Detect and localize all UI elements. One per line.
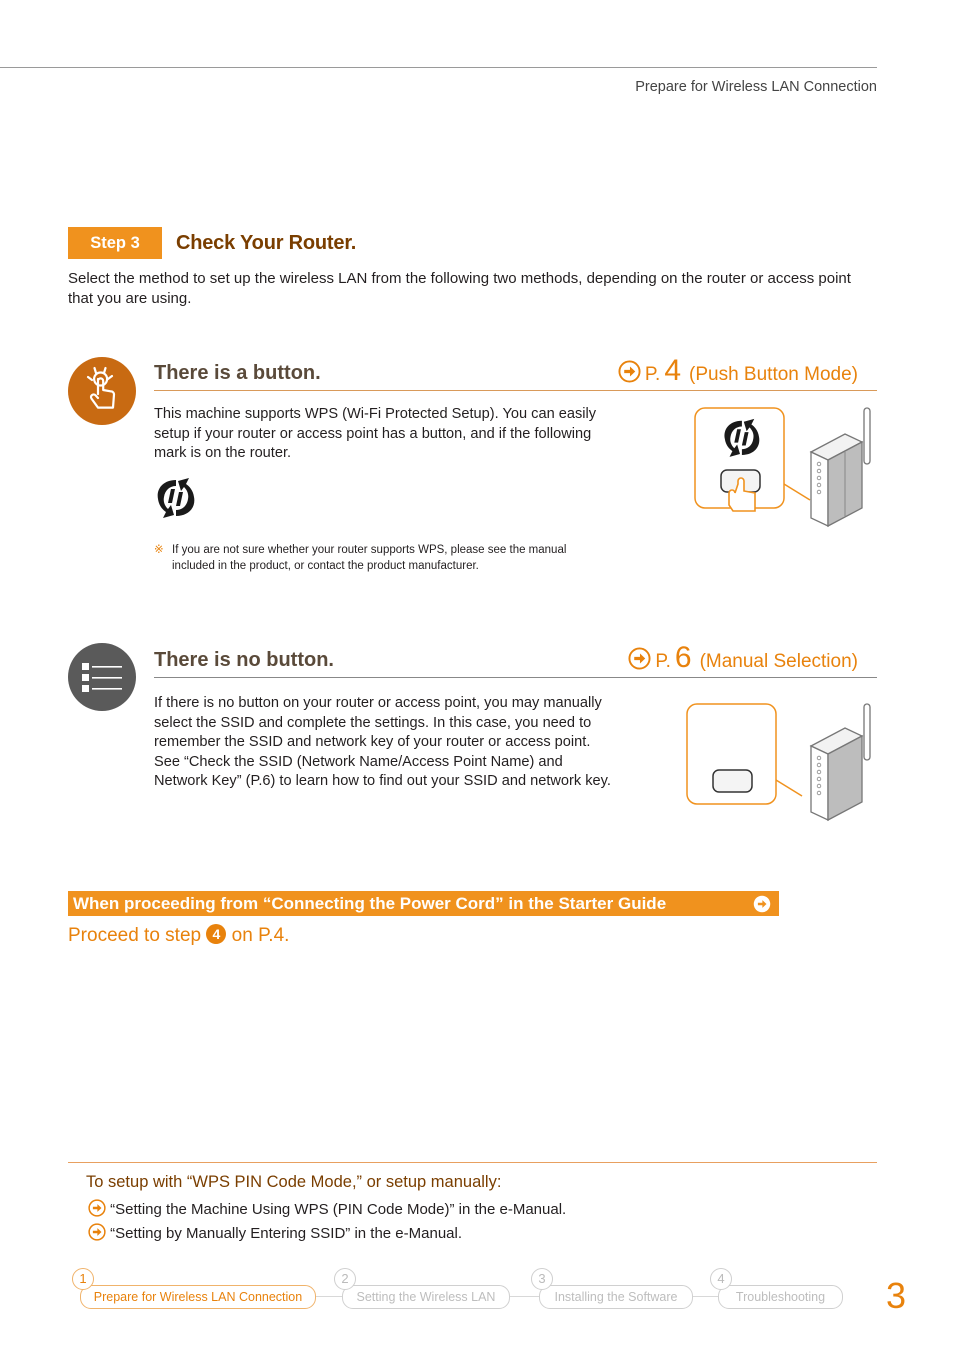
step-badge: Step 3 <box>68 227 162 259</box>
step-intro: Select the method to set up the wireless LAN from the following two methods, depending on the router or access point that you are using. <box>68 270 851 307</box>
other-heading: To setup with “WPS PIN Code Mode,” or setup manually: <box>86 1173 502 1191</box>
top-rule <box>0 67 877 68</box>
nav-step-4[interactable] <box>710 1268 843 1312</box>
nav-step-number: 1 <box>72 1268 94 1290</box>
ref-prefix: P. <box>644 364 661 385</box>
other-rule <box>68 1162 877 1163</box>
section-nobutton-rule <box>154 677 877 678</box>
nav-step-label: Installing the Software <box>539 1285 693 1309</box>
nav-step-number: 4 <box>710 1268 732 1290</box>
list-icon <box>68 643 136 711</box>
step-number-badge: 4 <box>206 924 226 944</box>
page-number: 3 <box>886 1275 907 1316</box>
proceed-banner-text: When proceeding from “Connecting the Power Cord” in the Starter Guide <box>73 894 667 913</box>
arrow-right-circle-icon <box>88 1225 106 1242</box>
ref-label: (Manual Selection) <box>699 651 858 672</box>
section-nobutton-title: There is no button. <box>154 649 334 671</box>
arrow-right-circle-icon <box>618 360 641 386</box>
section-button-note: If you are not sure whether your router supports WPS, please see the manual included in the product, or contact the product manufacturer. <box>172 544 567 572</box>
manual-selection-link[interactable] <box>628 643 858 673</box>
nav-step-1[interactable] <box>72 1268 316 1312</box>
proceed-banner <box>68 891 779 916</box>
section-button-body: This machine supports WPS (Wi-Fi Protected Setup). You can easily setup if your router or access point has a button, and if the following mark is on the router. <box>154 406 597 461</box>
push-button-mode-link[interactable] <box>618 356 858 386</box>
arrow-right-circle-icon <box>88 1201 106 1218</box>
other-link-1[interactable] <box>88 1199 566 1218</box>
ref-page: 6 <box>674 641 692 674</box>
nav-step-number: 2 <box>334 1268 356 1290</box>
router-with-wps-button-illustration <box>694 404 874 534</box>
section-nobutton-body: If there is no button on your router or access point, you may manually select the SSID and complete the settings. In this case, you need to remember the SSID and network key of your router or access point. See “Check the SSID (Network Name/Access Point Name) and Network Key” (P.6) to learn how to find out your SSID and network key. <box>154 695 611 789</box>
step-title: Check Your Router. <box>176 232 357 254</box>
header-title: Prepare for Wireless LAN Connection <box>635 79 877 95</box>
arrow-right-circle-icon <box>628 647 651 673</box>
proceed-text-before: Proceed to step <box>68 925 202 946</box>
arrow-right-circle-icon <box>753 895 771 920</box>
router-without-button-illustration <box>686 702 876 824</box>
pointing-hand-icon <box>68 357 136 425</box>
nav-step-label: Troubleshooting <box>718 1285 843 1309</box>
nav-step-number: 3 <box>531 1268 553 1290</box>
section-button-title: There is a button. <box>154 362 321 384</box>
other-link-label: “Setting by Manually Entering SSID” in the e-Manual. <box>110 1225 463 1242</box>
wps-icon <box>154 475 198 521</box>
note-mark: ※ <box>154 544 164 556</box>
nav-step-label: Prepare for Wireless LAN Connection <box>80 1285 316 1309</box>
nav-step-2[interactable] <box>334 1268 510 1312</box>
proceed-line[interactable] <box>68 924 289 947</box>
ref-prefix: P. <box>655 651 671 672</box>
other-link-label: “Setting the Machine Using WPS (PIN Code Mode)” in the e-Manual. <box>110 1201 567 1218</box>
ref-label: (Push Button Mode) <box>689 364 858 385</box>
section-button-rule <box>154 390 877 391</box>
other-link-2[interactable] <box>88 1223 462 1242</box>
proceed-text-after: on P.4. <box>231 925 290 946</box>
nav-step-3[interactable] <box>531 1268 693 1312</box>
nav-step-label: Setting the Wireless LAN <box>342 1285 510 1309</box>
ref-page: 4 <box>664 354 682 387</box>
